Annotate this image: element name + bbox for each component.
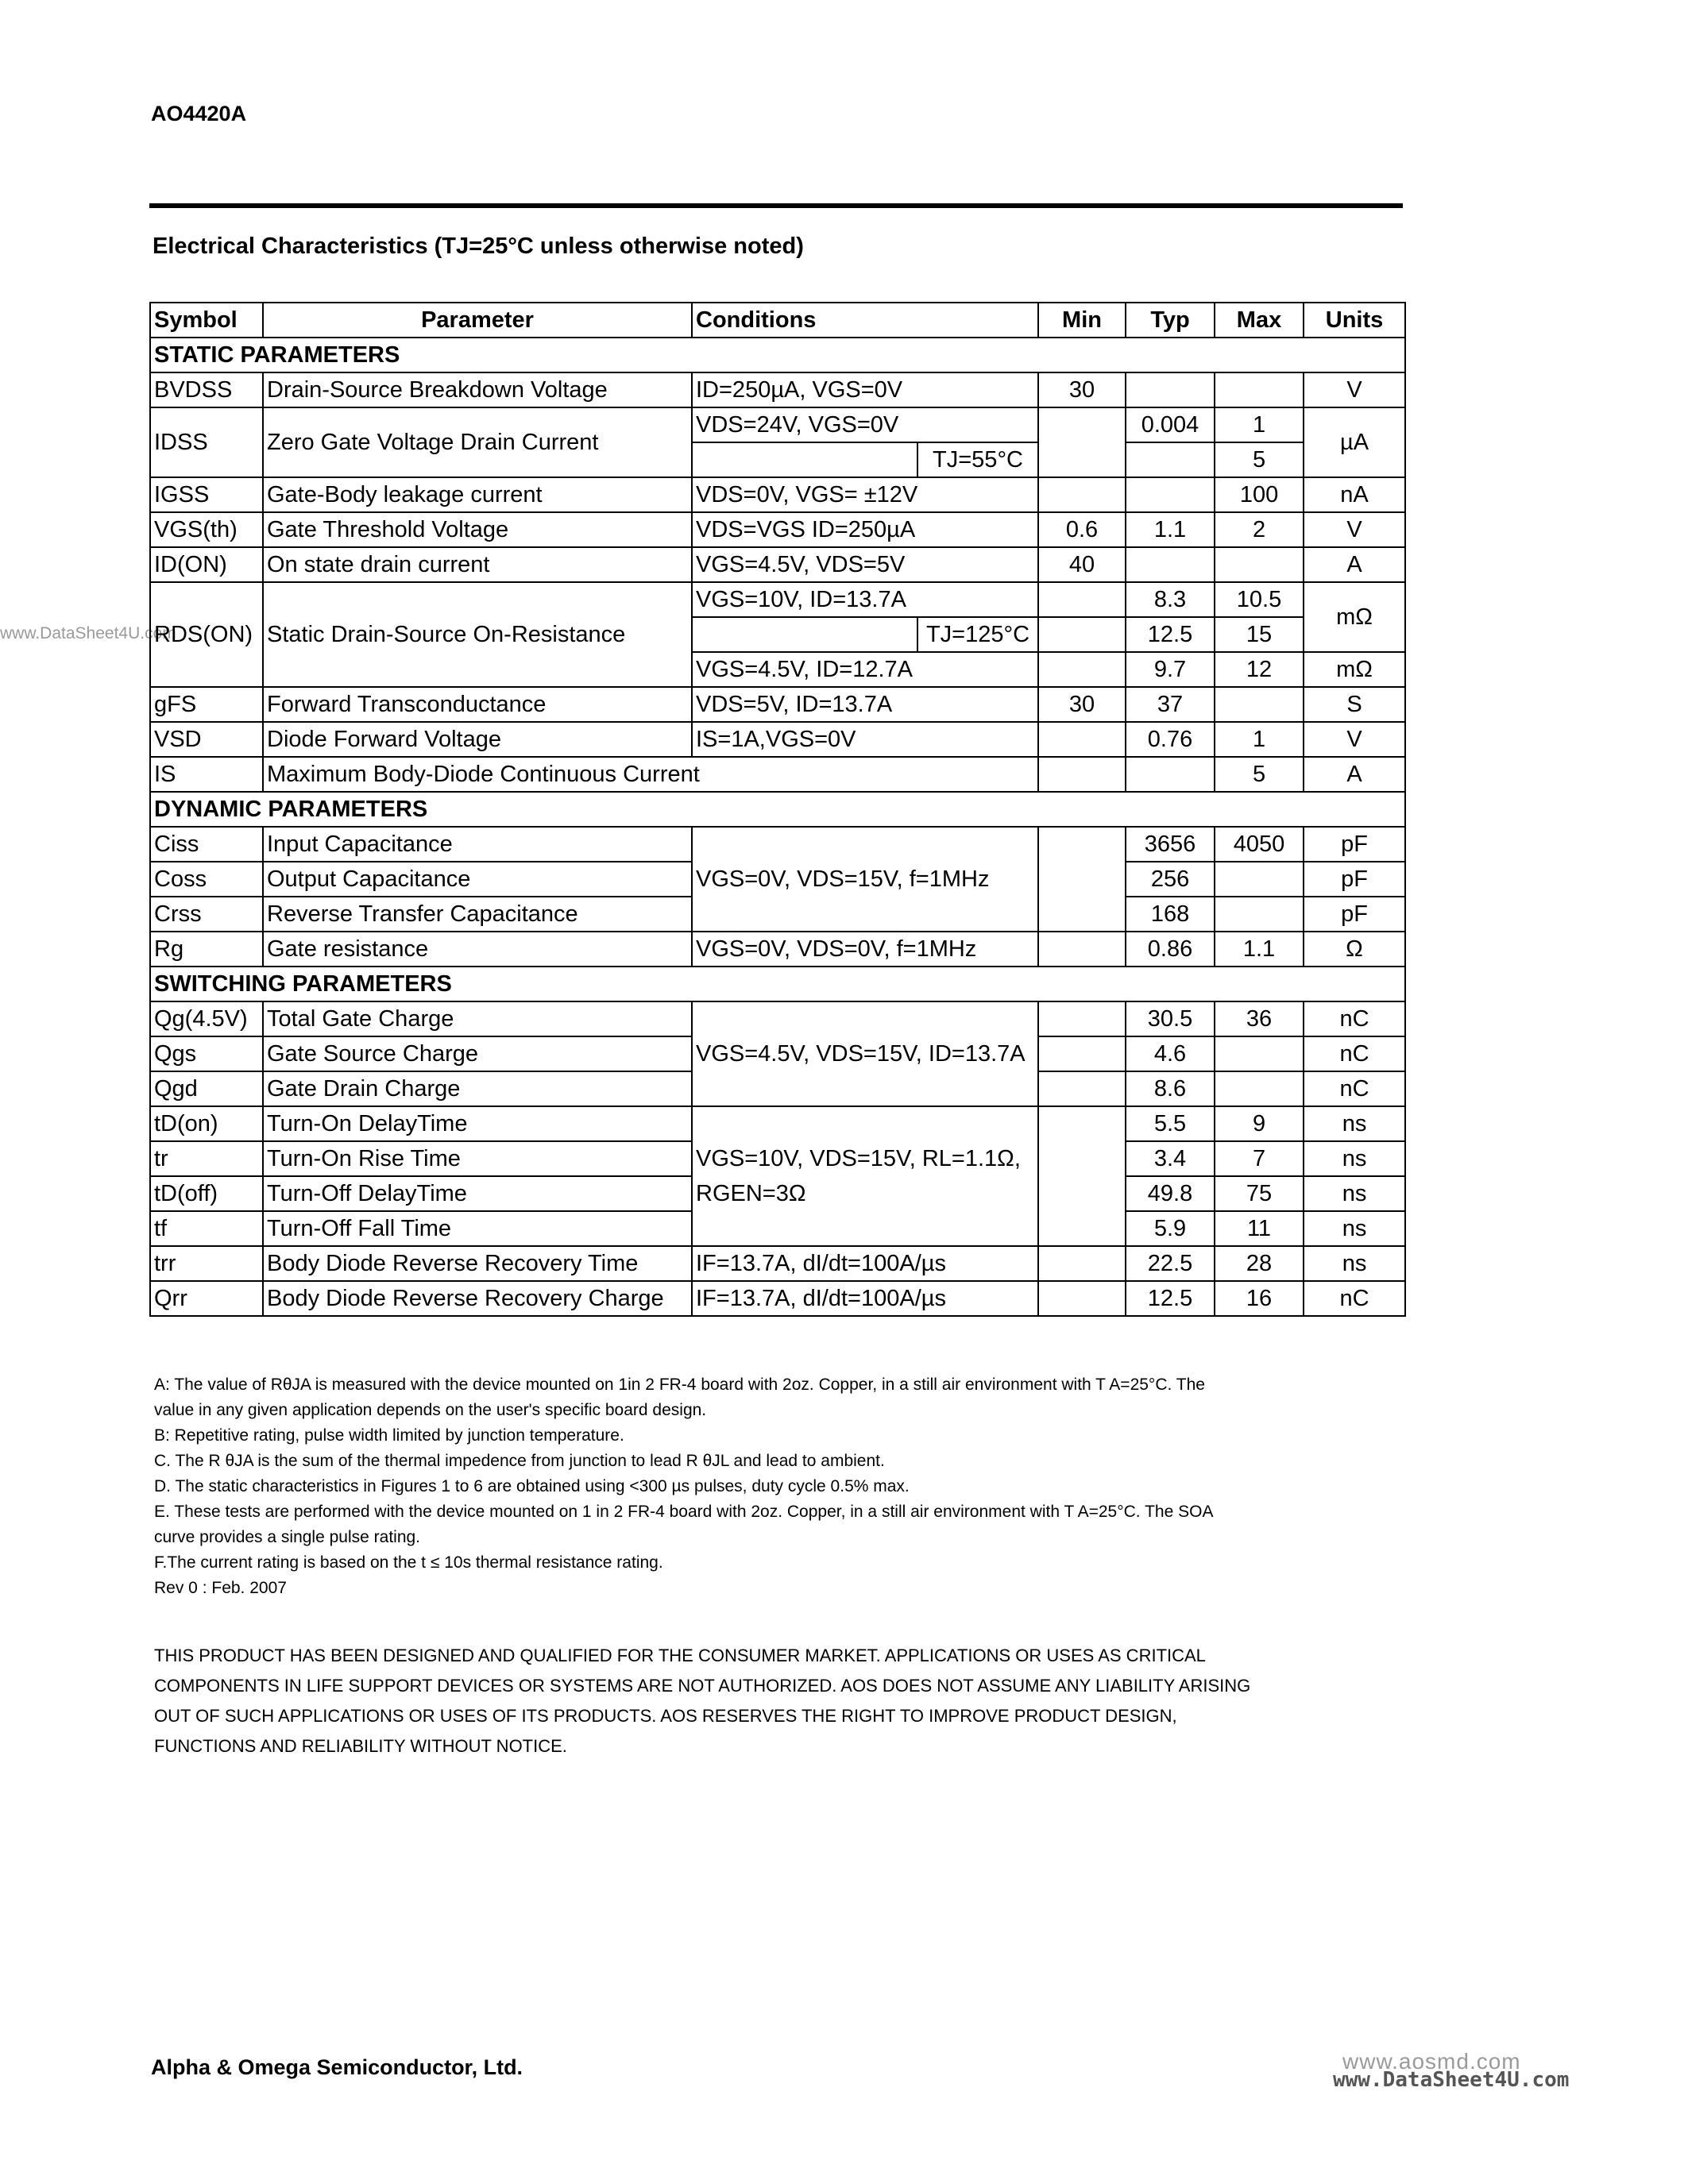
legal-line: OUT OF SUCH APPLICATIONS OR USES OF ITS PRODUCTS. AOS RESERVES THE RIGHT TO IMPROVE PRODUCT DESIGN, xyxy=(154,1706,1177,1726)
symbol-cell: IS xyxy=(150,757,263,792)
symbol-cell: RDS(ON) xyxy=(150,582,263,687)
typ-cell xyxy=(1126,757,1215,792)
typ-cell xyxy=(1126,372,1215,407)
table-row xyxy=(150,687,1405,722)
typ-cell: 5.9 xyxy=(1126,1211,1215,1246)
legal-disclaimer xyxy=(154,1641,1425,1761)
condition-cell: IF=13.7A, dI/dt=100A/µs xyxy=(692,1281,1038,1316)
electrical-characteristics-table xyxy=(149,302,1406,1317)
max-cell: 2 xyxy=(1215,512,1304,547)
max-cell: 1 xyxy=(1215,407,1304,442)
max-cell xyxy=(1215,897,1304,932)
max-cell xyxy=(1215,862,1304,897)
units-cell: ns xyxy=(1304,1106,1405,1141)
table-row xyxy=(150,827,1405,862)
typ-cell: 5.5 xyxy=(1126,1106,1215,1141)
condition-blank xyxy=(692,617,917,652)
header-typ: Typ xyxy=(1126,303,1215,338)
typ-cell: 1.1 xyxy=(1126,512,1215,547)
symbol-cell: Qgs xyxy=(150,1036,263,1071)
legal-line: FUNCTIONS AND RELIABILITY WITHOUT NOTICE. xyxy=(154,1736,567,1756)
table-row xyxy=(150,757,1405,792)
max-cell xyxy=(1215,1036,1304,1071)
units-cell: V xyxy=(1304,372,1405,407)
symbol-cell: IDSS xyxy=(150,407,263,477)
header-conditions: Conditions xyxy=(692,303,1038,338)
symbol-cell: BVDSS xyxy=(150,372,263,407)
max-cell: 11 xyxy=(1215,1211,1304,1246)
max-cell: 9 xyxy=(1215,1106,1304,1141)
parameter-cell: Zero Gate Voltage Drain Current xyxy=(263,407,692,477)
typ-cell: 0.004 xyxy=(1126,407,1215,442)
min-cell xyxy=(1038,932,1126,967)
symbol-cell: Qrr xyxy=(150,1281,263,1316)
min-cell xyxy=(1038,1001,1126,1036)
parameter-cell: Gate Source Charge xyxy=(263,1036,692,1071)
condition-tj-cell: TJ=55°C xyxy=(917,442,1038,477)
max-cell: 5 xyxy=(1215,442,1304,477)
typ-cell: 49.8 xyxy=(1126,1176,1215,1211)
typ-cell: 30.5 xyxy=(1126,1001,1215,1036)
min-cell: 0.6 xyxy=(1038,512,1126,547)
typ-cell: 37 xyxy=(1126,687,1215,722)
legal-line: THIS PRODUCT HAS BEEN DESIGNED AND QUALIFIED FOR THE CONSUMER MARKET. APPLICATIONS OR USES AS CRITICAL xyxy=(154,1646,1206,1665)
condition-cell: VGS=4.5V, ID=12.7A xyxy=(692,652,1038,687)
header-rule xyxy=(149,203,1403,208)
condition-cell: VDS=0V, VGS= ±12V xyxy=(692,477,1038,512)
footnote-f: F.The current rating is based on the t ≤ 10s thermal resistance rating. xyxy=(154,1553,663,1572)
units-cell: S xyxy=(1304,687,1405,722)
units-cell: ns xyxy=(1304,1246,1405,1281)
footnote-c: C. The R θJA is the sum of the thermal impedence from junction to lead R θJL and lead to ambient. xyxy=(154,1452,885,1470)
min-cell xyxy=(1038,827,1126,932)
units-cell: Ω xyxy=(1304,932,1405,967)
typ-cell: 3.4 xyxy=(1126,1141,1215,1176)
parameter-cell: Forward Transconductance xyxy=(263,687,692,722)
symbol-cell: Rg xyxy=(150,932,263,967)
parameter-cell: Turn-Off DelayTime xyxy=(263,1176,692,1211)
symbol-cell: tf xyxy=(150,1211,263,1246)
units-cell: A xyxy=(1304,547,1405,582)
typ-cell: 8.6 xyxy=(1126,1071,1215,1106)
min-cell xyxy=(1038,722,1126,757)
condition-cell: IS=1A,VGS=0V xyxy=(692,722,1038,757)
company-name: Alpha & Omega Semiconductor, Ltd. xyxy=(151,2055,523,2079)
units-cell: ns xyxy=(1304,1211,1405,1246)
parameter-cell: Total Gate Charge xyxy=(263,1001,692,1036)
parameter-cell: Gate Drain Charge xyxy=(263,1071,692,1106)
symbol-cell: Coss xyxy=(150,862,263,897)
header-max: Max xyxy=(1215,303,1304,338)
table-row xyxy=(150,407,1405,442)
table-row xyxy=(150,1246,1405,1281)
condition-cell: VGS=10V, ID=13.7A xyxy=(692,582,917,617)
min-cell xyxy=(1038,1106,1126,1246)
max-cell: 10.5 xyxy=(1215,582,1304,617)
symbol-cell: ID(ON) xyxy=(150,547,263,582)
parameter-cell: On state drain current xyxy=(263,547,692,582)
typ-cell xyxy=(1126,547,1215,582)
condition-blank xyxy=(917,407,1038,442)
max-cell: 16 xyxy=(1215,1281,1304,1316)
units-cell: nC xyxy=(1304,1281,1405,1316)
symbol-cell: tr xyxy=(150,1141,263,1176)
units-cell: V xyxy=(1304,722,1405,757)
condition-cell: VGS=0V, VDS=15V, f=1MHz xyxy=(692,827,1038,932)
legal-line: COMPONENTS IN LIFE SUPPORT DEVICES OR SYSTEMS ARE NOT AUTHORIZED. AOS DOES NOT ASSUME ANY LIABILITY ARISING xyxy=(154,1676,1251,1696)
max-cell: 1.1 xyxy=(1215,932,1304,967)
units-cell: nA xyxy=(1304,477,1405,512)
table-row xyxy=(150,722,1405,757)
parameter-cell: Turn-On DelayTime xyxy=(263,1106,692,1141)
min-cell xyxy=(1038,407,1126,477)
condition-cell: VGS=4.5V, VDS=5V xyxy=(692,547,1038,582)
max-cell xyxy=(1215,372,1304,407)
units-cell: mΩ xyxy=(1304,652,1405,687)
max-cell: 75 xyxy=(1215,1176,1304,1211)
units-cell: µA xyxy=(1304,407,1405,477)
units-cell: ns xyxy=(1304,1176,1405,1211)
units-cell: nC xyxy=(1304,1071,1405,1106)
max-cell xyxy=(1215,1071,1304,1106)
min-cell: 30 xyxy=(1038,687,1126,722)
condition-cell: ID=250µA, VGS=0V xyxy=(692,372,1038,407)
symbol-cell: tD(off) xyxy=(150,1176,263,1211)
table-row xyxy=(150,582,1405,617)
condition-tj-cell: TJ=125°C xyxy=(917,617,1038,652)
max-cell xyxy=(1215,687,1304,722)
footnote-a: A: The value of RθJA is measured with the device mounted on 1in 2 FR-4 board with 2oz. Copper, in a still air environment with T A=25°C. The xyxy=(154,1376,1205,1394)
footnotes xyxy=(154,1372,1409,1601)
units-cell: nC xyxy=(1304,1001,1405,1036)
typ-cell: 0.86 xyxy=(1126,932,1215,967)
max-cell xyxy=(1215,547,1304,582)
parameter-cell: Body Diode Reverse Recovery Time xyxy=(263,1246,692,1281)
min-cell xyxy=(1038,582,1126,617)
switch-condition-line2: RGEN=3Ω xyxy=(696,1181,806,1206)
typ-cell: 22.5 xyxy=(1126,1246,1215,1281)
header-units: Units xyxy=(1304,303,1405,338)
typ-cell: 4.6 xyxy=(1126,1036,1215,1071)
page-title: Electrical Characteristics (TJ=25°C unless otherwise noted) xyxy=(153,233,804,259)
max-cell: 100 xyxy=(1215,477,1304,512)
max-cell: 5 xyxy=(1215,757,1304,792)
footnote-d: D. The static characteristics in Figures 1 to 6 are obtained using <300 µs pulses, duty cycle 0.5% max. xyxy=(154,1477,910,1495)
parameter-cell: Body Diode Reverse Recovery Charge xyxy=(263,1281,692,1316)
typ-cell: 256 xyxy=(1126,862,1215,897)
parameter-cell: Turn-On Rise Time xyxy=(263,1141,692,1176)
max-cell: 12 xyxy=(1215,652,1304,687)
min-cell: 40 xyxy=(1038,547,1126,582)
footnote-b: B: Repetitive rating, pulse width limited by junction temperature. xyxy=(154,1426,624,1445)
footnote-a-cont: value in any given application depends on the user's specific board design. xyxy=(154,1401,707,1419)
header-min: Min xyxy=(1038,303,1126,338)
condition-blank xyxy=(692,442,917,477)
min-cell xyxy=(1038,757,1126,792)
min-cell xyxy=(1038,477,1126,512)
min-cell xyxy=(1038,1036,1126,1071)
footnote-e: E. These tests are performed with the device mounted on 1 in 2 FR-4 board with 2oz. Copper, in a still air environment with T A=25°C. The SOA xyxy=(154,1503,1214,1521)
parameter-cell: Gate-Body leakage current xyxy=(263,477,692,512)
typ-cell xyxy=(1126,442,1215,477)
typ-cell: 168 xyxy=(1126,897,1215,932)
parameter-cell: Maximum Body-Diode Continuous Current xyxy=(263,757,1038,792)
symbol-cell: Crss xyxy=(150,897,263,932)
units-cell: V xyxy=(1304,512,1405,547)
units-cell: pF xyxy=(1304,862,1405,897)
part-number: AO4420A xyxy=(151,102,247,125)
table-row xyxy=(150,372,1405,407)
revision: Rev 0 : Feb. 2007 xyxy=(154,1579,287,1597)
symbol-cell: Qg(4.5V) xyxy=(150,1001,263,1036)
table-row xyxy=(150,512,1405,547)
units-cell: nC xyxy=(1304,1036,1405,1071)
condition-cell: VGS=0V, VDS=0V, f=1MHz xyxy=(692,932,1038,967)
condition-cell: VGS=4.5V, VDS=15V, ID=13.7A xyxy=(692,1001,1038,1106)
units-cell: pF xyxy=(1304,897,1405,932)
parameter-cell: Drain-Source Breakdown Voltage xyxy=(263,372,692,407)
condition-cell: VDS=5V, ID=13.7A xyxy=(692,687,1038,722)
parameter-cell: Static Drain-Source On-Resistance xyxy=(263,582,692,687)
units-cell: mΩ xyxy=(1304,582,1405,652)
condition-blank xyxy=(917,582,1038,617)
max-cell: 36 xyxy=(1215,1001,1304,1036)
max-cell: 15 xyxy=(1215,617,1304,652)
table-header-row xyxy=(150,303,1405,338)
typ-cell: 9.7 xyxy=(1126,652,1215,687)
typ-cell: 0.76 xyxy=(1126,722,1215,757)
condition-cell: IF=13.7A, dI/dt=100A/µs xyxy=(692,1246,1038,1281)
table-row xyxy=(150,1281,1405,1316)
section-static: STATIC PARAMETERS xyxy=(150,338,1405,372)
symbol-cell: IGSS xyxy=(150,477,263,512)
parameter-cell: Turn-Off Fall Time xyxy=(263,1211,692,1246)
table-row xyxy=(150,477,1405,512)
units-cell: pF xyxy=(1304,827,1405,862)
symbol-cell: Qgd xyxy=(150,1071,263,1106)
section-switching: SWITCHING PARAMETERS xyxy=(150,967,1405,1001)
max-cell: 7 xyxy=(1215,1141,1304,1176)
section-dynamic: DYNAMIC PARAMETERS xyxy=(150,792,1405,827)
min-cell xyxy=(1038,1071,1126,1106)
table-row xyxy=(150,547,1405,582)
symbol-cell: VSD xyxy=(150,722,263,757)
condition-cell xyxy=(692,1106,1038,1246)
header-parameter: Parameter xyxy=(263,303,692,338)
table-row xyxy=(150,1106,1405,1141)
typ-cell: 12.5 xyxy=(1126,1281,1215,1316)
parameter-cell: Reverse Transfer Capacitance xyxy=(263,897,692,932)
symbol-cell: Ciss xyxy=(150,827,263,862)
parameter-cell: Output Capacitance xyxy=(263,862,692,897)
parameter-cell: Gate Threshold Voltage xyxy=(263,512,692,547)
typ-cell: 3656 xyxy=(1126,827,1215,862)
table-row xyxy=(150,1001,1405,1036)
footnote-e-cont: curve provides a single pulse rating. xyxy=(154,1528,421,1546)
table-row xyxy=(150,932,1405,967)
company-website[interactable]: www.aosmd.com xyxy=(1342,2049,1521,2074)
header-symbol: Symbol xyxy=(150,303,263,338)
max-cell: 1 xyxy=(1215,722,1304,757)
symbol-cell: tD(on) xyxy=(150,1106,263,1141)
units-cell: A xyxy=(1304,757,1405,792)
max-cell: 28 xyxy=(1215,1246,1304,1281)
min-cell xyxy=(1038,1281,1126,1316)
symbol-cell: VGS(th) xyxy=(150,512,263,547)
condition-cell: VDS=24V, VGS=0V xyxy=(692,407,917,442)
typ-cell xyxy=(1126,477,1215,512)
min-cell xyxy=(1038,652,1126,687)
min-cell xyxy=(1038,1246,1126,1281)
symbol-cell: trr xyxy=(150,1246,263,1281)
min-cell xyxy=(1038,617,1126,652)
watermark: www.DataSheet4U.com xyxy=(0,624,176,642)
parameter-cell: Gate resistance xyxy=(263,932,692,967)
min-cell: 30 xyxy=(1038,372,1126,407)
parameter-cell: Input Capacitance xyxy=(263,827,692,862)
typ-cell: 8.3 xyxy=(1126,582,1215,617)
symbol-cell: gFS xyxy=(150,687,263,722)
parameter-cell: Diode Forward Voltage xyxy=(263,722,692,757)
max-cell: 4050 xyxy=(1215,827,1304,862)
footer-watermark: www.DataSheet4U.com xyxy=(1333,2068,1570,2092)
typ-cell: 12.5 xyxy=(1126,617,1215,652)
condition-cell: VDS=VGS ID=250µA xyxy=(692,512,1038,547)
switch-condition-line1: VGS=10V, VDS=15V, RL=1.1Ω, xyxy=(696,1146,1021,1171)
units-cell: ns xyxy=(1304,1141,1405,1176)
